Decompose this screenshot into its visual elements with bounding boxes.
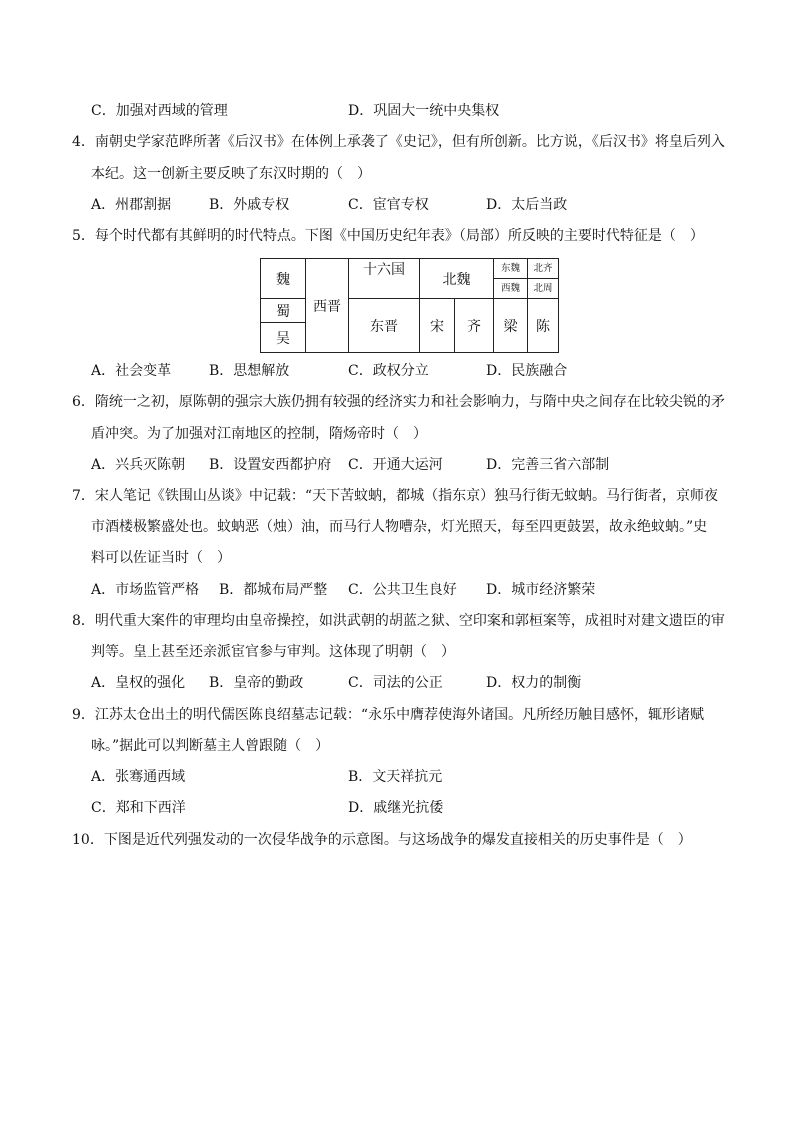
q9-option-b: B．文天祥抗元 (348, 769, 443, 785)
q7-stem-line2: 市酒楼极繁盛处也。蚊蚋恶（烛）油，而马行人物嘈杂，灯光照天，每至四更鼓罢，故永绝蚊蚋。”史 (91, 519, 708, 535)
q10-stem-line1: 10．下图是近代列强发动的一次侵华战争的示意图。与这场战争的爆发直接相关的历史事件是（ ） (72, 832, 692, 848)
q8-option-a: A．皇权的强化 (91, 675, 186, 691)
q8-option-d: D．权力的制衡 (486, 675, 582, 691)
q6-stem-line1: 6．隋统一之初，原陈朝的强宗大族仍拥有较强的经济实力和社会影响力，与隋中央之间存在比较尖锐的矛 (72, 394, 725, 410)
q6-option-c: C．开通大运河 (348, 457, 443, 473)
q3-option-d: D．巩固大一统中央集权 (348, 103, 500, 119)
q9-option-c: C．郑和下西洋 (91, 800, 186, 816)
cell-liang: 梁 (494, 299, 528, 353)
cell-xiwei: 西魏 (500, 283, 520, 294)
q9-option-d: D．戚继光抗倭 (348, 800, 444, 816)
q6-stem-line2: 盾冲突。为了加强对江南地区的控制，隋炀帝时（ ） (91, 426, 427, 442)
cell-wei: 魏 (261, 259, 306, 299)
q9-stem-line2: 咏。”据此可以判断墓主人曾跟随（ ） (91, 738, 330, 754)
q7-stem-line3: 料可以佐证当时（ ） (91, 550, 231, 566)
cell-wu: 吴 (261, 323, 306, 353)
q5-option-b: B．思想解放 (209, 363, 290, 379)
cell-beiwei: 北魏 (420, 259, 494, 299)
cell-beizhou: 北周 (533, 283, 553, 294)
cell-xijin: 西晋 (306, 259, 349, 353)
q4-stem-line2: 本纪。这一创新主要反映了东汉时期的（ ） (91, 166, 371, 182)
q7-option-b: B．都城布局严整 (219, 582, 328, 598)
cell-dongjin: 东晋 (349, 299, 420, 353)
q3-option-c: C．加强对西域的管理 (91, 103, 228, 119)
chronology-table (260, 258, 559, 353)
q7-stem-line1: 7．宋人笔记《铁围山丛谈》中记载：“天下苦蚊蚋，都城（指东京）独马行街无蚊蚋。马行街者，京师夜 (72, 488, 719, 504)
cell-dongwei: 东魏 (494, 259, 527, 279)
q4-stem-line1: 4．南朝史学家范晔所著《后汉书》在体例上承袭了《史记》，但有所创新。比方说，《后汉书》将皇后列入 (72, 134, 725, 150)
q9-option-a: A．张骞通西域 (91, 769, 186, 785)
cell-shiliuguo: 十六国 (349, 259, 420, 299)
q9-stem-line1: 9．江苏太仓出土的明代儒医陈良绍墓志记载：“永乐中膺荐使海外诸国。凡所经历触目感怀，辄形诸赋 (72, 707, 705, 723)
cell-chen: 陈 (528, 299, 559, 353)
q5-option-a: A．社会变革 (91, 363, 172, 379)
q6-option-d: D．完善三省六部制 (486, 457, 610, 473)
q4-option-c: C．宦官专权 (348, 197, 429, 213)
q7-option-a: A．市场监管严格 (91, 582, 200, 598)
q8-stem-line1: 8．明代重大案件的审理均由皇帝操控，如洪武朝的胡蓝之狱、空印案和郭桓案等，成祖时对建文遗臣的审 (72, 613, 725, 629)
q8-option-c: C．司法的公正 (348, 675, 443, 691)
q4-option-a: A．州郡割据 (91, 197, 172, 213)
cell-shu: 蜀 (261, 299, 306, 323)
cell-qi: 齐 (455, 299, 494, 353)
q8-stem-line2: 判等。皇上甚至还亲派宦官参与审判。这体现了明朝（ ） (91, 644, 455, 660)
cell-song: 宋 (420, 299, 455, 353)
q7-option-c: C．公共卫生良好 (348, 582, 457, 598)
cell-beiqi: 北齐 (528, 259, 558, 279)
q5-option-c: C．政权分立 (348, 363, 429, 379)
q5-stem-line1: 5．每个时代都有其鲜明的时代特点。下图《中国历史纪年表》（局部）所反映的主要时代特征是（ ） (72, 228, 704, 244)
q7-option-d: D．城市经济繁荣 (486, 582, 596, 598)
q6-option-b: B．设置安西都护府 (209, 457, 332, 473)
cell-north (528, 259, 559, 299)
q5-option-d: D．民族融合 (486, 363, 568, 379)
q8-option-b: B．皇帝的勤政 (209, 675, 304, 691)
q4-option-b: B．外戚专权 (209, 197, 290, 213)
cell-east-west (494, 259, 528, 299)
q4-option-d: D．太后当政 (486, 197, 568, 213)
q6-option-a: A．兴兵灭陈朝 (91, 457, 186, 473)
